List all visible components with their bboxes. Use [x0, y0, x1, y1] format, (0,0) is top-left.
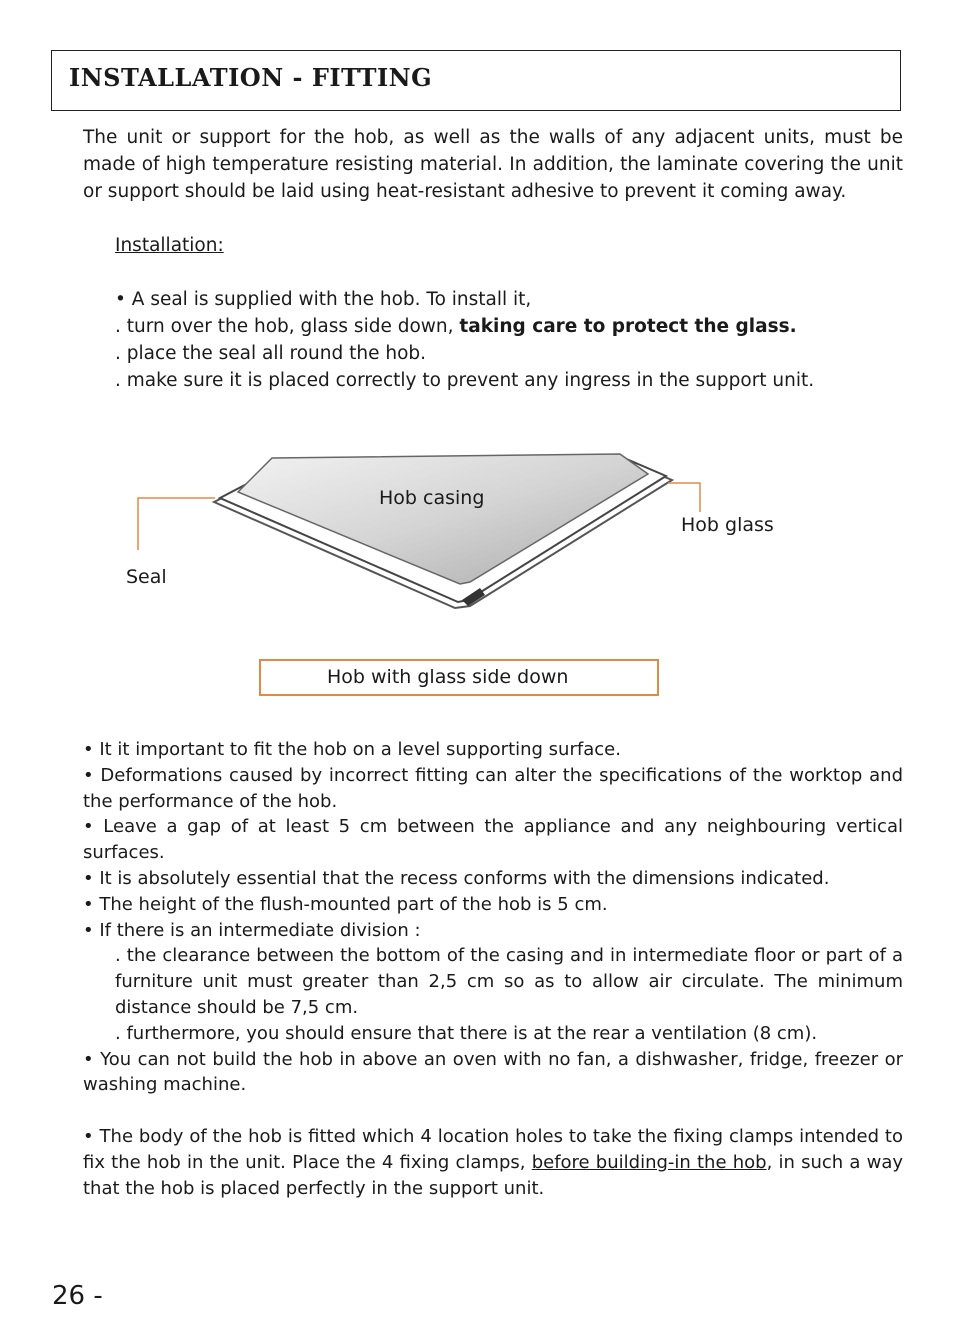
- hob-glass-label: Hob glass: [681, 514, 774, 536]
- note-item: • You can not build the hob in above an oven with no fan, a dishwasher, fridge, freezer or washing machine.: [83, 1048, 903, 1096]
- note-item: • The body of the hob is fitted which 4 location holes to take the fixing clamps intended to fix the hob in the unit. Place the 4 fixing clamps, before building-in the hob, in such a way that the hob is placed perfectly in the support unit.: [83, 1125, 903, 1199]
- underlined-instruction: before building-in the hob: [531, 1151, 767, 1173]
- note-item: • The height of the flush-mounted part of the hob is 5 cm.: [83, 893, 608, 915]
- seal-label: Seal: [126, 566, 167, 588]
- section-title-box: [51, 50, 901, 111]
- note-subitem: . the clearance between the bottom of the casing and in intermediate floor or part of a furniture unit must greater than 2,5 cm so as to allow air circulate. The minimum distance should be 7,5 cm.: [115, 945, 903, 1018]
- installation-step: . turn over the hob, glass side down, taking care to protect the glass.: [115, 316, 797, 337]
- installation-step: . make sure it is placed correctly to prevent any ingress in the support unit.: [115, 370, 815, 391]
- note-item: • Leave a gap of at least 5 cm between the appliance and any neighbouring vertical surfaces.: [83, 816, 903, 864]
- installation-step: . place the seal all round the hob.: [115, 343, 427, 364]
- installation-steps: [115, 286, 895, 394]
- note-item: • Deformations caused by incorrect fitting can alter the specifications of the worktop and the performance of the hob.: [83, 764, 903, 812]
- diagram-caption-box: [259, 659, 659, 696]
- hob-casing-label: Hob casing: [379, 487, 485, 509]
- warning-text: taking care to protect the glass.: [459, 316, 797, 337]
- page-title: INSTALLATION - FITTING: [69, 63, 433, 92]
- glass-leader-line: [668, 483, 700, 512]
- fitting-notes: [83, 737, 903, 1201]
- seal-leader-line: [138, 498, 215, 550]
- installation-heading: Installation:: [115, 235, 224, 256]
- diagram-caption: Hob with glass side down: [327, 666, 569, 688]
- note-subitem: . furthermore, you should ensure that there is at the rear a ventilation (8 cm).: [115, 1022, 818, 1044]
- page-number: 26 -: [52, 1281, 103, 1311]
- installation-step: • A seal is supplied with the hob. To install it,: [115, 289, 532, 310]
- hob-diagram: [100, 440, 820, 640]
- intro-paragraph: The unit or support for the hob, as well as the walls of any adjacent units, must be made of high temperature resisting material. In addition, the laminate covering the unit or support should be laid using heat-resistant adhesive to prevent it coming away.: [83, 127, 903, 202]
- note-item: • It it important to fit the hob on a level supporting surface.: [83, 739, 621, 760]
- note-item: • It is absolutely essential that the recess conforms with the dimensions indicated.: [83, 867, 830, 889]
- note-item: • If there is an intermediate division :: [83, 919, 421, 941]
